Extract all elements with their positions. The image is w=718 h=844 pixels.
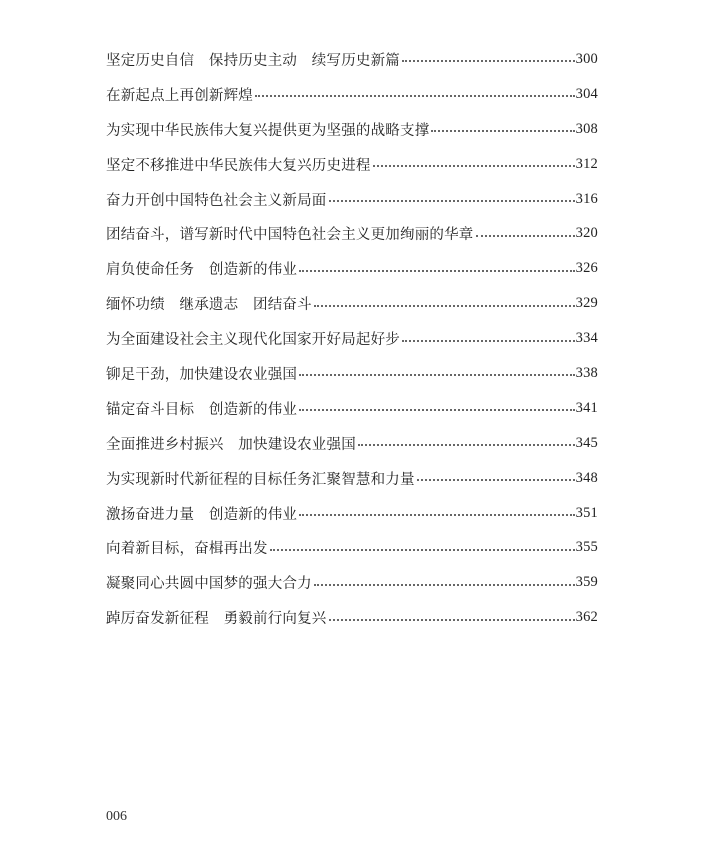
toc-entry[interactable] xyxy=(106,182,598,217)
toc-entry[interactable] xyxy=(106,112,598,147)
toc-entry-page: 345 xyxy=(575,434,598,451)
toc-entry[interactable] xyxy=(106,147,598,182)
toc-entry-title: 为实现中华民族伟大复兴提供更为坚强的战略支撑 xyxy=(106,122,430,139)
toc-entry-page: 334 xyxy=(575,330,598,347)
toc-dot-leader xyxy=(476,235,575,237)
toc-entry-page: 320 xyxy=(575,225,598,242)
toc-dot-leader xyxy=(299,270,575,272)
toc-entry-page: 348 xyxy=(575,469,598,486)
toc-entry-page: 312 xyxy=(575,155,598,172)
toc-entry-page: 316 xyxy=(575,190,598,207)
toc-entry-page: 326 xyxy=(575,260,598,277)
toc-entry-title: 奋力开创中国特色社会主义新局面 xyxy=(106,192,327,209)
toc-entry-title: 向着新目标，奋楫再出发 xyxy=(106,541,268,558)
toc-entry-page: 362 xyxy=(575,609,598,626)
toc-entry-title: 肩负使命任务 创造新的伟业 xyxy=(106,262,298,279)
toc-entry-page: 341 xyxy=(575,399,598,416)
toc-entry[interactable] xyxy=(106,565,598,600)
toc-entry[interactable] xyxy=(106,496,598,531)
toc-entry-title: 缅怀功绩 继承遗志 团结奋斗 xyxy=(106,297,312,314)
toc-dot-leader xyxy=(329,200,575,202)
toc-entry-page: 308 xyxy=(575,120,598,137)
toc-entry[interactable] xyxy=(106,321,598,356)
toc-dot-leader xyxy=(299,514,575,516)
toc-entry-page: 355 xyxy=(575,539,598,556)
toc-entry-title: 激扬奋进力量 创造新的伟业 xyxy=(106,506,298,523)
toc-dot-leader xyxy=(270,549,575,551)
toc-entry-page: 351 xyxy=(575,504,598,521)
toc-entry-title: 为全面建设社会主义现代化国家开好局起好步 xyxy=(106,332,400,349)
toc-entry-title: 铆足干劲，加快建设农业强国 xyxy=(106,366,298,383)
toc-entry-page: 359 xyxy=(575,574,598,591)
toc-entry-title: 踔厉奋发新征程 勇毅前行向复兴 xyxy=(106,611,327,628)
toc-entry[interactable] xyxy=(106,286,598,321)
toc-entry-page: 300 xyxy=(575,50,598,67)
toc-entry-page: 338 xyxy=(575,364,598,381)
toc-entry[interactable] xyxy=(106,251,598,286)
toc-entry-title: 坚定不移推进中华民族伟大复兴历史进程 xyxy=(106,157,371,174)
toc-dot-leader xyxy=(402,340,575,342)
toc-entry[interactable] xyxy=(106,42,598,77)
toc-dot-leader xyxy=(329,619,575,621)
toc-dot-leader xyxy=(314,584,575,586)
toc-entry[interactable] xyxy=(106,426,598,461)
toc-entry[interactable] xyxy=(106,461,598,496)
toc-entry[interactable] xyxy=(106,600,598,635)
toc-dot-leader xyxy=(431,130,574,132)
toc-dot-leader xyxy=(402,60,575,62)
toc-dot-leader xyxy=(417,479,575,481)
toc-dot-leader xyxy=(314,305,575,307)
toc-entry[interactable] xyxy=(106,216,598,251)
toc-dot-leader xyxy=(358,444,575,446)
toc-entry-title: 凝聚同心共圆中国梦的强大合力 xyxy=(106,576,312,593)
toc-entry-title: 在新起点上再创新辉煌 xyxy=(106,87,253,104)
toc-dot-leader xyxy=(255,95,575,97)
toc-dot-leader xyxy=(299,374,575,376)
toc-dot-leader xyxy=(299,409,575,411)
toc-entry-page: 329 xyxy=(575,295,598,312)
toc-entry-title: 坚定历史自信 保持历史主动 续写历史新篇 xyxy=(106,52,400,69)
toc-entry[interactable] xyxy=(106,77,598,112)
toc-entry[interactable] xyxy=(106,391,598,426)
page-number: 006 xyxy=(106,809,127,824)
toc-dot-leader xyxy=(373,165,575,167)
toc-entry[interactable] xyxy=(106,530,598,565)
toc-entry-title: 全面推进乡村振兴 加快建设农业强国 xyxy=(106,436,356,453)
toc-entry-title: 锚定奋斗目标 创造新的伟业 xyxy=(106,401,298,418)
toc-entry-title: 为实现新时代新征程的目标任务汇聚智慧和力量 xyxy=(106,471,415,488)
toc-entry-page: 304 xyxy=(575,85,598,102)
toc-entry-title: 团结奋斗，谱写新时代中国特色社会主义更加绚丽的华章 xyxy=(106,227,474,244)
table-of-contents xyxy=(106,42,598,635)
toc-entry[interactable] xyxy=(106,356,598,391)
